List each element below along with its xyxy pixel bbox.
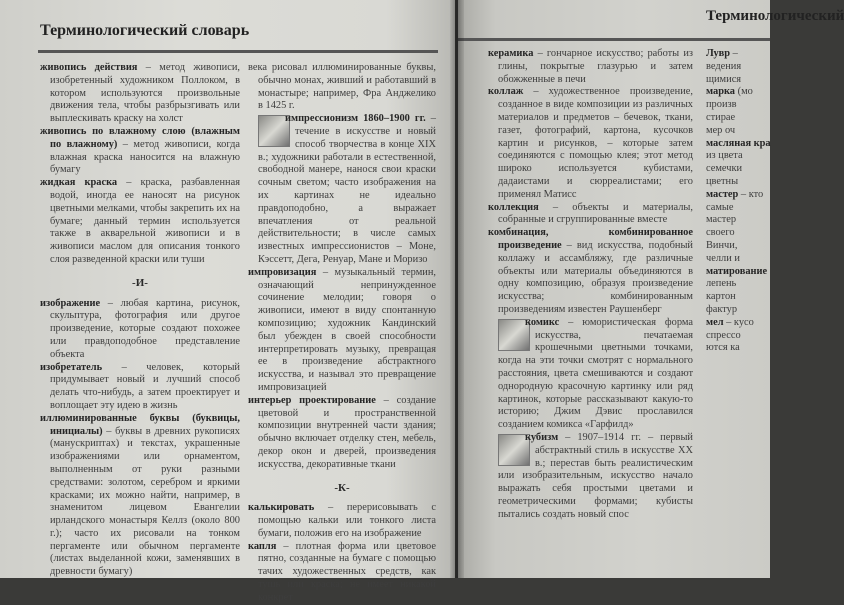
glossary-entry [706,253,768,266]
entry-term: комбинация, комбинированное произведение [488,227,693,251]
glossary-entry [488,317,693,432]
entry-definition: цветны [706,175,739,187]
continued-entry: века рисовал иллюминированные буквы, обычно монах, живший и работавший в монастыре; например, Фра Анджелико в 1425 г. [248,62,436,112]
entry-term: живопись по влажному слою (влажным по влажному) [40,125,240,150]
glossary-entry [40,177,240,267]
entry-definition: Винчи, [706,239,738,251]
entry-definition: – краска, разбавленная водой, иногда ее наносят на рисунок цветными мелками, чтобы закрепить их на бумаге; данный термин используется также в акварельной живописи и в живописи маслом для описания тонкого слоя разведенной краски или туши [50,177,240,265]
glossary-entry [706,48,768,61]
glossary-entry [706,240,768,253]
entry-definition: – буквы в древних рукописях (манускриптах) и текстах, украшенные изображениями или орнаментом, выполненным от руки разными средствами: золотом, серебром и яркими красками; их можно найти, например, в знаменитом лицевом Евангелии ирландского монастыря Келлз (около 800 г.); часто их рисовали на тонком пергаменте или обычном пергаменте (листах выделанной кожи, заменявших в древности бумагу) [50,425,240,578]
entry-definition: – гончарное искусство; работы из глины, покрытые глазурью и затем обожженные в печи [498,48,693,85]
entry-definition: – любая картина, рисунок, скульптура, фотография или другое произведение, которые создают похожее или правдоподобное представление объекта [50,297,240,360]
glossary-entry [706,163,768,176]
entry-term: жидкая краска [40,177,118,189]
entry-term: калькировать [248,502,315,514]
header-rule-left [38,50,438,53]
section-letter-i: -И- [132,276,148,289]
glossary-entry [706,150,768,163]
glossary-entry [706,304,768,317]
entry-definition: ведения [706,60,742,72]
glossary-entry [706,176,768,189]
entry-definition: фактур [706,303,738,315]
entry-definition: стирае [706,111,736,123]
glossary-entry [706,61,768,74]
entry-term: Лувр [706,48,731,59]
entry-definition: – течение в искусстве и новый способ творчества в конце XIX в.; художники работали в естественной, свободной манере, нанося свои краски сочным светом; часто изображения на их картинах не идеально правдоподобно, а выражает впечатления от реальной действительности; в числе самых известных импрессионистов – Моне, Кэссетт, Дега, Ренуар, Мане и Моризо [258,113,437,265]
glossary-entry [488,432,693,522]
glossary-entry [248,541,436,605]
glossary-entry [706,317,768,330]
entry-definition: лепень [706,278,737,290]
entry-definition: спрессо [706,329,741,341]
entry-definition: – создание цветовой и пространственной композиции внутренней части здания; обычно включает отделку стен, мебель, декор окон и дверей, произведения искусства, декоративные ткани [258,394,436,470]
glossary-entry [706,342,768,355]
entry-term: матирование [706,265,768,277]
entry-term: коллекция [488,201,539,213]
entry-definition: своего [706,227,735,239]
entry-term: изобретатель [40,361,103,373]
entry-definition: мастер [706,214,737,226]
glossary-entry [706,86,768,99]
glossary-entry [488,202,693,228]
section-letter-k: -К- [334,481,350,494]
glossary-entry [40,62,240,126]
entry-definition: – плотная форма или цветовое пятно, созданные на бумаге с помощью тачих художественных средств, как тушь или краска; не имеет никакой конкрет [258,540,436,603]
glossary-entry [40,126,240,177]
glossary-entry [248,267,436,395]
entry-definition: (мо [735,86,753,98]
entry-definition: – человек, который придумывает новый и лучший способ делать что-нибудь, а затем проектирует и воплощает эту идею в жизнь [50,361,240,411]
entry-definition: – 1907–1914 гг. – первый абстрактный стиль в искусстве XX в.; перестав быть реалистическим или изобразительным, искусство начало выражать себя простыми цветами и геометрическими формами; кубисты пытались создать новый спос [498,431,693,520]
glossary-entry [488,227,693,317]
glossary-entry [488,86,693,201]
entry-definition: – вид искусства, подобный коллажу и ассамбляжу, где различные объекты или материалы объединяются в одну композицию, образуя произведение искусства; комбинированным произведениям известен Раушенберг [498,239,693,315]
entry-term: комикс [525,316,560,328]
glossary-entry [706,202,768,215]
entry-term: коллаж [488,86,524,98]
glossary-entry [248,395,436,472]
glossary-entry [706,99,768,112]
glossary-entry [40,298,240,362]
glossary-entry [40,362,240,413]
entry-definition: произв [706,99,737,111]
entry-definition: самые [706,201,734,213]
entry-definition: – кусо [723,316,754,328]
glossary-entry [706,266,768,279]
entry-term: иллюминированные буквы (буквицы, инициалы) [40,412,240,437]
glossary-entry [706,112,768,125]
glossary-entry [706,214,768,227]
entry-definition: – объекты и материалы, собранные и сгруппированные вместе [498,201,693,226]
glossary-entry [706,125,768,138]
entry-term: мастер [706,188,739,200]
running-head-right: Терминологический [706,8,844,24]
entry-definition: – перерисовывать с помощью кальки или тонкого листа бумаги, положив его на изображение [258,502,436,539]
glossary-entry [706,137,771,151]
entry-definition: – кто [738,188,764,200]
right-column-2 [706,48,771,355]
entry-term: живопись действия [40,62,138,73]
glossary-entry [706,291,768,304]
glossary-entry [40,413,240,579]
glossary-entry [706,278,768,291]
glossary-entry [706,74,768,87]
entry-term: марка [706,86,736,98]
book-gutter [450,0,464,578]
entry-term: керамика [488,48,534,59]
entry-term: капля [248,540,277,552]
entry-definition: – метод живописи, изобретенный художником Поллоком, в котором используются произвольные движения тела, чтобы разбрызгивать или выплескивать краску на холст [50,62,240,125]
glossary-entry [248,502,436,540]
entry-definition: – юмористическая форма искусства, печатаемая крошечными цветными точками, когда на эти точки смотрят с нормального расстояния, цвета смешиваются и создают однородную красочную картинку или ряд картинок, которые рассказывают какую-то историю; Джим Дэвис прославился созданием комикса «Гарфилд» [498,316,693,431]
entry-definition: картон [706,291,736,303]
entry-definition: щимися [706,73,742,85]
entry-definition: мер оч [706,124,736,136]
entry-definition: челли и [706,252,740,264]
left-column-1 [40,62,240,579]
glossary-entry [706,189,768,202]
entry-term: интерьер проектирование [248,394,376,406]
running-head-left: Терминологический словарь [40,22,250,39]
right-column-1 [488,48,693,521]
entry-term: мел [706,316,724,328]
entry-term: кубизм [525,431,559,443]
entry-definition: семечки [706,163,743,175]
entry-term: импрессионизм 1860–1900 гг. [285,113,426,125]
glossary-entry [706,227,768,240]
glossary-entry [488,48,693,86]
left-column-2 [248,62,436,605]
entry-term: изображение [40,297,101,309]
entry-term: импровизация [248,266,317,278]
entry-definition: – музыкальный термин, означающий непринужденное сочинение мелодии; говоря о живописи, имеют в виду спонтанную композицию; художник Кандинский был убежден в своей способности интерпретировать музыку, превращая ее в произведение абстрактного искусства, и называл это превращение импровизацией [258,266,436,393]
entry-definition: – [730,48,738,59]
glossary-entry [706,330,768,343]
entry-definition: – художественное произведение, созданное в виде композиции из различных материалов и предметов – бечевок, ткани, газет, фотографий, картона, кусочков картин и рисунков, – которые затем соединяются с помощью клея; этот метод широко используется кубистами, дадаистами и сюрреалистами; его применял Матисс [498,86,693,200]
entry-definition: ются ка [706,342,740,354]
glossary-entry [248,113,436,267]
entry-definition: из цвета [706,150,743,162]
entry-definition: – метод живописи, когда влажная краска наносится на влажную бумагу [50,138,241,176]
header-rule-right [458,38,770,41]
entry-term: масляная кра [706,137,771,149]
right-page [458,0,844,578]
